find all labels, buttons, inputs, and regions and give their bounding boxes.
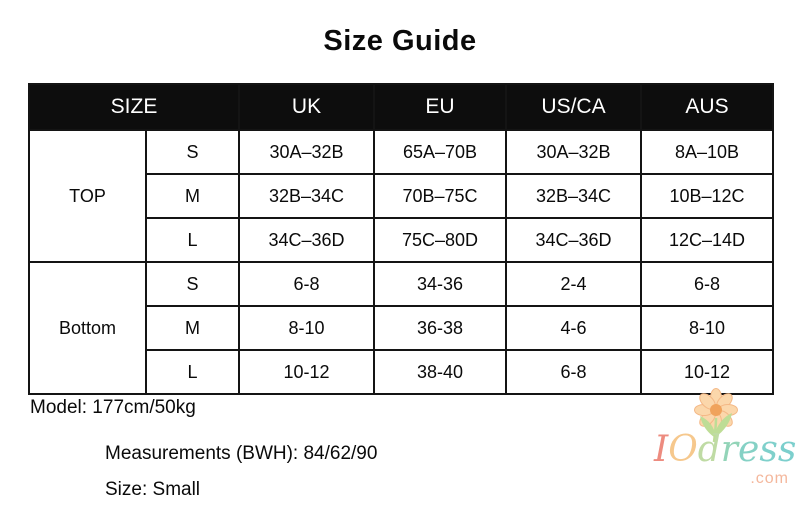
cell-uk: 8-10 bbox=[239, 306, 374, 350]
cell-usca: 2-4 bbox=[506, 262, 641, 306]
cell-aus: 10B–12C bbox=[641, 174, 773, 218]
logo-domain: .com bbox=[750, 470, 789, 487]
cell-usca: 30A–32B bbox=[506, 130, 641, 174]
cell-size: L bbox=[146, 218, 239, 262]
page-title: Size Guide bbox=[323, 25, 477, 57]
cell-size: S bbox=[146, 262, 239, 306]
cell-uk: 32B–34C bbox=[239, 174, 374, 218]
note-model: Model: 177cm/50kg bbox=[30, 397, 196, 418]
header-usca: US/CA bbox=[506, 84, 641, 130]
cell-eu: 65A–70B bbox=[374, 130, 506, 174]
cell-usca: 6-8 bbox=[506, 350, 641, 394]
cell-eu: 75C–80D bbox=[374, 218, 506, 262]
logo-letter: s bbox=[777, 429, 797, 470]
size-guide-table bbox=[28, 83, 774, 395]
cell-size: M bbox=[146, 174, 239, 218]
cell-size: S bbox=[146, 130, 239, 174]
table-row bbox=[29, 262, 773, 306]
logo-letter: s bbox=[759, 429, 778, 470]
cell-uk: 10-12 bbox=[239, 350, 374, 394]
cell-uk: 34C–36D bbox=[239, 218, 374, 262]
cell-eu: 34-36 bbox=[374, 262, 506, 306]
iodress-logo bbox=[652, 386, 797, 490]
cell-aus: 8A–10B bbox=[641, 130, 773, 174]
cell-usca: 32B–34C bbox=[506, 174, 641, 218]
table-row bbox=[29, 130, 773, 174]
cell-aus: 12C–14D bbox=[641, 218, 773, 262]
cell-eu: 70B–75C bbox=[374, 174, 506, 218]
flower-center bbox=[710, 404, 722, 416]
cell-aus: 10-12 bbox=[641, 350, 773, 394]
cell-size: L bbox=[146, 350, 239, 394]
cell-aus: 8-10 bbox=[641, 306, 773, 350]
cell-eu: 36-38 bbox=[374, 306, 506, 350]
cell-size: M bbox=[146, 306, 239, 350]
cell-usca: 4-6 bbox=[506, 306, 641, 350]
row-group-label-bottom: Bottom bbox=[29, 262, 146, 394]
note-size: Size: Small bbox=[105, 479, 201, 500]
cell-uk: 30A–32B bbox=[239, 130, 374, 174]
header-uk: UK bbox=[239, 84, 374, 130]
logo-wordmark bbox=[654, 429, 797, 470]
table-header-row bbox=[29, 84, 773, 130]
logo-letter: O bbox=[668, 429, 698, 470]
cell-aus: 6-8 bbox=[641, 262, 773, 306]
note-measurements: Measurements (BWH): 84/62/90 bbox=[105, 443, 378, 464]
logo-letter: r bbox=[720, 429, 739, 470]
cell-eu: 38-40 bbox=[374, 350, 506, 394]
logo-letter: I bbox=[654, 429, 669, 470]
header-size: SIZE bbox=[29, 84, 239, 130]
logo-letter: e bbox=[738, 429, 760, 470]
cell-usca: 34C–36D bbox=[506, 218, 641, 262]
row-group-label-top: TOP bbox=[29, 130, 146, 262]
logo-letter: d bbox=[697, 429, 721, 470]
header-aus: AUS bbox=[641, 84, 773, 130]
cell-uk: 6-8 bbox=[239, 262, 374, 306]
header-eu: EU bbox=[374, 84, 506, 130]
